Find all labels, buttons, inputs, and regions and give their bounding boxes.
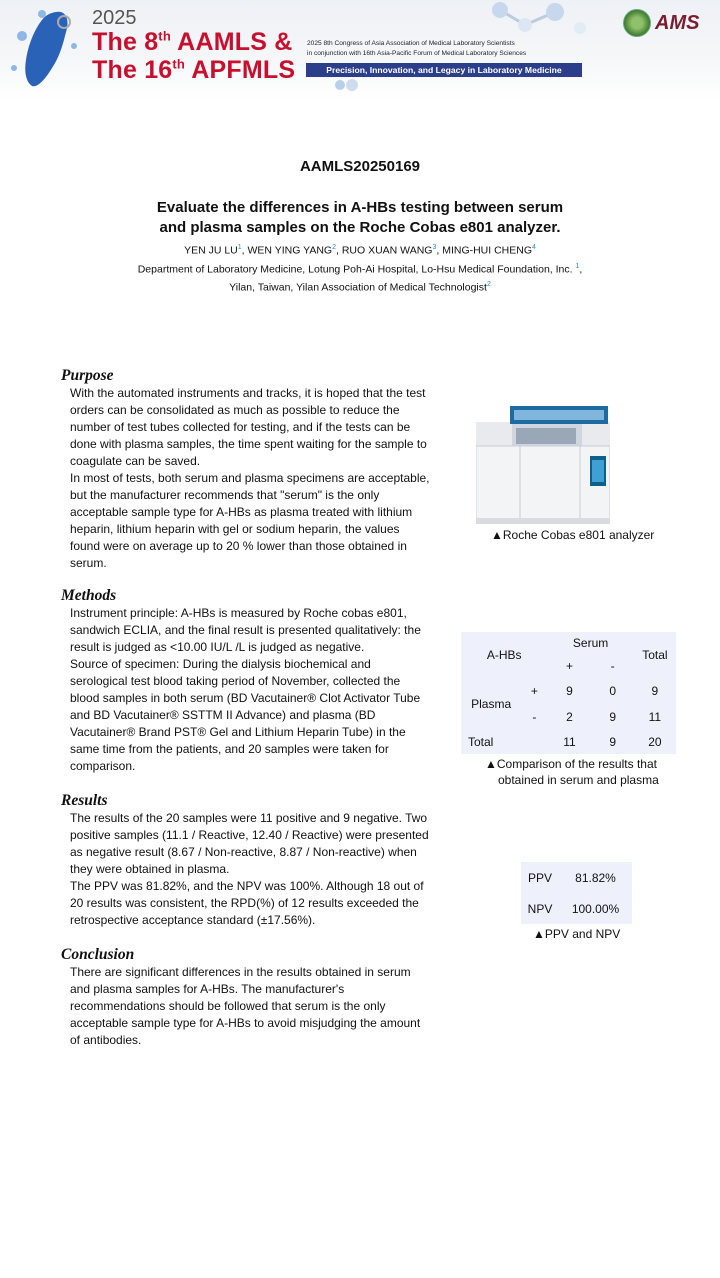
comparison-table-caption: ▲Comparison of the results that obtained in serum and plasma — [485, 757, 659, 787]
npv-value: 100.00% — [571, 902, 620, 916]
conclusion-body: There are significant differences in the results obtained in serum and plasma samples for A-HBs. The manufacturer's recommendations should be followed that serum is the only acceptable sample type for A-HBs to avoid misjudging the amount of antibodies. — [70, 965, 421, 1047]
author-list: YEN JU $LU^1$, WEN YING YANG$^2$, RUO XUAN WANG$^3$, MING-HUI CHENG$^4$ — [184, 244, 536, 257]
table-cell: 2 — [566, 710, 573, 724]
total-row-label: Total — [468, 735, 494, 749]
ppv-value: 81.82% — [575, 871, 616, 885]
table-cell: 9 — [566, 684, 573, 698]
results-heading: Results — [61, 792, 108, 809]
taiwan-map-icon — [8, 6, 88, 92]
paper-title: Evaluate the differences in A-HBs testing between serum and plasma samples on the Roche Cobas e801 analyzer. — [156, 199, 564, 236]
conclusion-heading: Conclusion — [61, 946, 135, 963]
banner-title-line2: The 16th APFMLS — [92, 56, 296, 84]
table-cell: 11 — [563, 735, 576, 749]
molecule-decoration-icon — [480, 0, 600, 40]
table-cell: 9 — [609, 735, 617, 749]
results-body: The results of the 20 samples were 11 positive and 9 negative. Two positive samples (11.1 / Reactive, 12.40 / Reactive) were presented as negative result (8.67 / Non-reactive, 8.87 / Non-reactive) when they were obtained in plasma. The PPV was 81.82%, and the NPV was 100%. Although 18 out of 20 results was consistent, the RPD(%) of 12 results exceeded the retrospective acceptance standard (±17.56%). — [70, 811, 429, 927]
plasma-positive-header: + — [530, 684, 538, 698]
banner-subtitle-2: in conjunction with 16th Asia-Pacific Forum of Medical Laboratory Sciences — [307, 50, 527, 57]
table-row — [521, 894, 632, 924]
conference-banner — [0, 0, 720, 100]
banner-title-line1: The 8th AAMLS & — [92, 28, 293, 56]
table-row — [461, 678, 676, 704]
plasma-header: Plasma — [471, 697, 512, 711]
analyzer-caption: ▲Roche Cobas e801 analyzer — [491, 528, 655, 542]
comparison-table — [461, 632, 676, 754]
purpose-body: With the automated instruments and tracks, it is hoped that the test orders can be consolidated as much as possible to reduce the number of test tubes collected for testing, and if the tests can be done with plasma samples, the time spent waiting for the sample to coagulate can be saved. In most of tests, both serum and plasma specimens are acceptable, but the manufacturer recommends that "serum" is the only acceptable sample type for A-HBs as plasma treated with lithium heparin, lithium heparin with gel or sodium heparin, the values found were on average up to 20 % lower than those obtained in serum. — [70, 386, 430, 570]
table-cell: 0 — [609, 684, 617, 698]
affiliation-2: Yilan, Taiwan, Yilan Association of Medical Technologist$^2$ — [229, 281, 491, 294]
plasma-negative-header: - — [532, 710, 537, 724]
methods-body: Instrument principle: A-HBs is measured by Roche cobas e801, sandwich ECLIA, and the final result is presented qualitatively: the result is judged as <10.00 IU/L /L is judged as negative. Source of specimen: During the dialysis biochemical and serological test blood taking period of November, collected the blood samples in both serum (BD Vacutainer® Clot Activator Tube and BD Vacutainer® SSTTM II Advance) and plasma (BD Vacutainer® Brand PST® Gel and Lithium Heparin Tube) in the same time from the patients, and 20 samples were taken for comparison. — [70, 606, 421, 773]
npv-label: NPV — [527, 902, 553, 916]
total-header: Total — [642, 648, 668, 662]
authors-block — [60, 240, 660, 296]
serum-negative-header: - — [610, 659, 615, 673]
table-row — [521, 862, 632, 894]
table-cell: 9 — [609, 710, 617, 724]
abstract-id: AAMLS20250169 — [299, 158, 421, 175]
ppv-label: PPV — [527, 871, 552, 885]
table-cell: 9 — [651, 684, 659, 698]
banner-subtitle-1: 2025 8th Congress of Asia Association of Medical Laboratory Scientists — [307, 40, 515, 47]
serum-header: Serum — [572, 636, 609, 650]
table-cell: 20 — [648, 735, 662, 749]
banner-tagline: Precision, Innovation, and Legacy in Laboratory Medicine — [306, 63, 582, 77]
molecule-small-icon — [332, 76, 362, 94]
banner-year: 2025 — [92, 7, 137, 29]
society-seal-icon — [623, 9, 651, 37]
affiliation-1: Department of Laboratory Medicine, Lotung Poh-Ai Hospital, Lo-Hsu Medical Foundation, Inc. $^1$, — [137, 262, 583, 275]
table-row — [461, 730, 676, 754]
purpose-heading: Purpose — [61, 367, 114, 384]
analyzer-image — [476, 406, 610, 524]
ppv-npv-caption: ▲PPV and NPV — [533, 927, 621, 941]
ppv-npv-table — [521, 862, 632, 924]
table-cell: 11 — [648, 710, 662, 724]
ams-logo: AMS — [655, 12, 700, 34]
methods-heading: Methods — [61, 587, 117, 604]
table-corner: A-HBs — [486, 648, 522, 662]
serum-positive-header: + — [565, 659, 573, 673]
